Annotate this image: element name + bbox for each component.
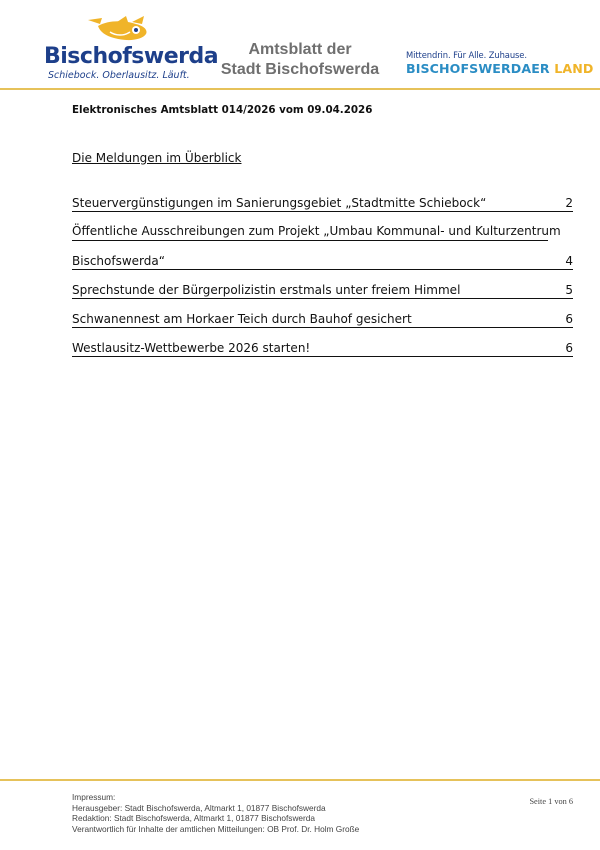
toc-item-page: 6 xyxy=(565,341,573,355)
toc-item[interactable] xyxy=(72,195,573,212)
toc-item-page: 6 xyxy=(565,312,573,326)
toc-item-title-line1: Öffentliche Ausschreibungen zum Projekt „Umbau Kommunal- und Kulturzentrum xyxy=(72,224,548,241)
impressum-editorial: Redaktion: Stadt Bischofswerda, Altmarkt 1, 01877 Bischofswerda xyxy=(72,813,316,824)
toc-item-title: Westlausitz-Wettbewerbe 2026 starten! xyxy=(72,341,311,355)
toc-item-title: Sprechstunde der Bürgerpolizistin erstmals unter freiem Himmel xyxy=(72,283,461,297)
impressum-label: Impressum: xyxy=(72,792,116,802)
gazette-title-line2: Stadt Bischofswerda xyxy=(220,61,380,78)
toc-item[interactable] xyxy=(72,224,573,270)
city-tagline: Schiebock. Oberlausitz. Läuft. xyxy=(48,70,190,81)
region-brand xyxy=(406,61,594,76)
city-logo xyxy=(44,14,219,84)
header-divider xyxy=(0,88,600,90)
table-of-contents xyxy=(72,195,573,369)
toc-item[interactable] xyxy=(72,282,573,299)
region-brand-main: BISCHOFSWERDAER xyxy=(406,61,550,76)
region-brand-accent: LAND xyxy=(554,61,594,76)
gazette-title-line1: Amtsblatt der xyxy=(248,41,352,58)
toc-item-page: 5 xyxy=(565,283,573,297)
impressum-responsible: Verantwortlich für Inhalte der amtlichen Mitteilungen: OB Prof. Dr. Holm Große xyxy=(72,824,360,835)
toc-item-title: Schwanennest am Horkaer Teich durch Bauhof gesichert xyxy=(72,312,412,326)
impressum xyxy=(72,792,359,835)
footer-divider xyxy=(0,779,600,781)
toc-item-page: 4 xyxy=(565,254,573,268)
overview-heading: Die Meldungen im Überblick xyxy=(72,151,242,165)
page-number: Seite 1 von 6 xyxy=(529,797,573,806)
bird-logo-icon xyxy=(84,14,154,48)
issue-title: Elektronisches Amtsblatt 014/2026 vom 09.04.2026 xyxy=(72,104,373,116)
toc-item-title: Steuervergünstigungen im Sanierungsgebiet „Stadtmitte Schiebock“ xyxy=(72,196,487,210)
impressum-publisher: Herausgeber: Stadt Bischofswerda, Altmarkt 1, 01877 Bischofswerda xyxy=(72,802,326,813)
region-logo xyxy=(406,50,594,76)
toc-item[interactable] xyxy=(72,340,573,357)
toc-item[interactable] xyxy=(72,311,573,328)
region-slogan: Mittendrin. Für Alle. Zuhause. xyxy=(406,50,527,60)
city-wordmark: Bischofswerda xyxy=(44,44,219,69)
gazette-title xyxy=(200,40,400,80)
toc-item-title-line2: Bischofswerda“ xyxy=(72,254,165,268)
page-header xyxy=(0,0,600,90)
toc-item-page: 2 xyxy=(565,196,573,210)
